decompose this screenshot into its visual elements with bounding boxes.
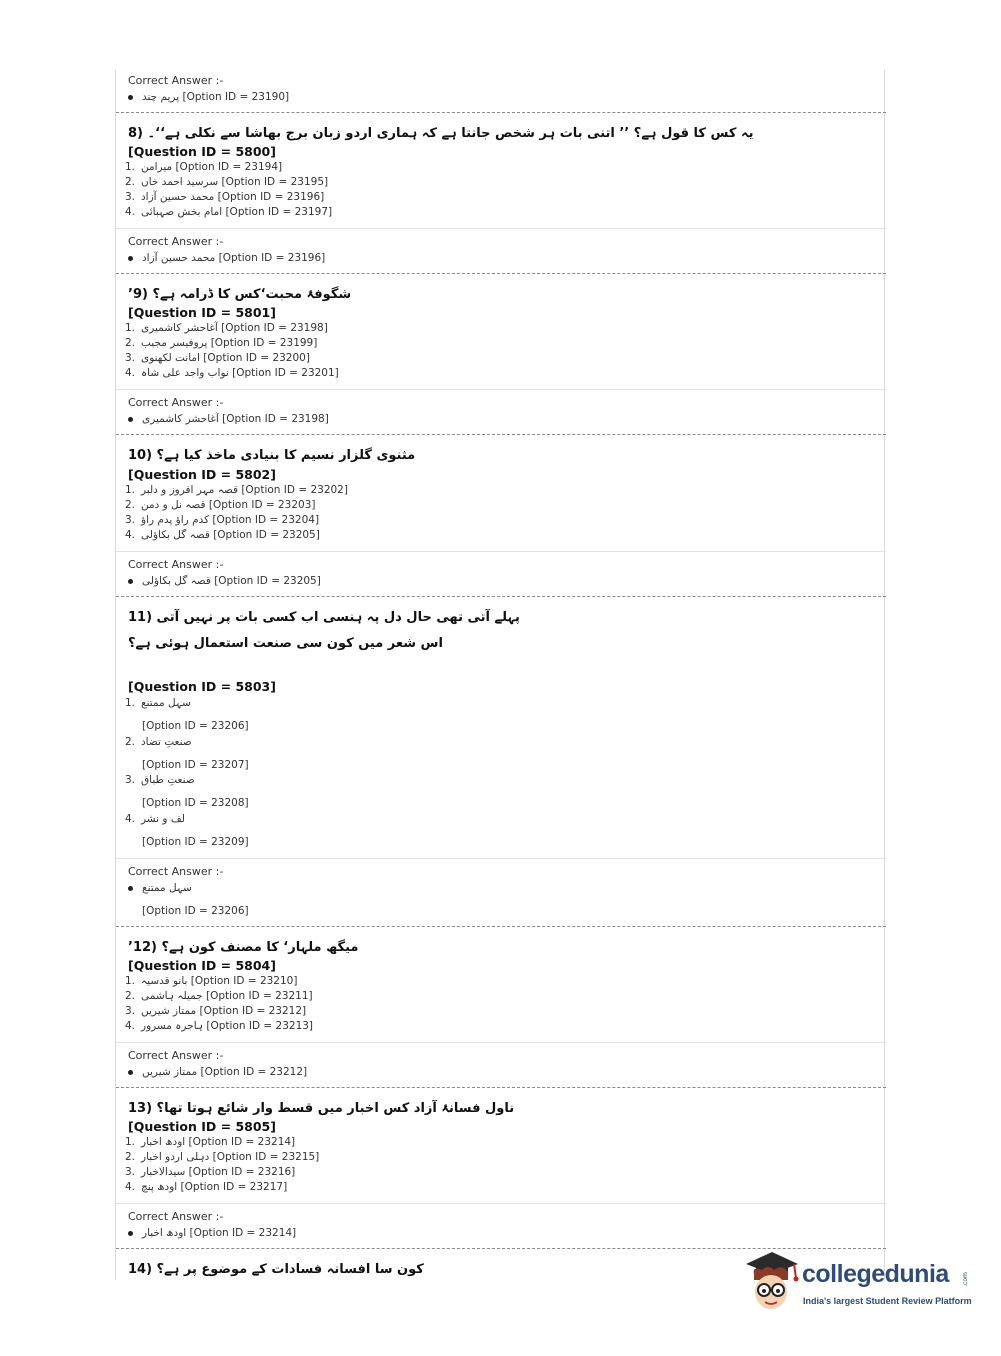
option-item: 4. امام بخش صہبائی [Option ID = 23197] — [125, 206, 333, 218]
question-id: [Question ID = 5802] — [128, 467, 276, 482]
question-divider — [116, 112, 886, 113]
option-item: 3. محمد حسین آزاد [Option ID = 23196] — [125, 191, 325, 203]
question-divider — [116, 434, 886, 435]
option-item: 2. قصہ نل و دمن [Option ID = 23203] — [125, 499, 316, 511]
option-item: 3. امانت لکھنوی [Option ID = 23200] — [125, 352, 310, 364]
question-id: [Question ID = 5805] — [128, 1119, 276, 1134]
correct-answer-label: Correct Answer :- — [128, 396, 224, 409]
collegedunia-logo[interactable] — [742, 1250, 972, 1316]
question-text: مثنوی گلزار نسیم کا بنیادی ماخذ کیا ہے؟ (10 — [128, 448, 416, 463]
answer-separator — [116, 389, 886, 390]
option-item: 2. پروفیسر مجیب [Option ID = 23199] — [125, 337, 318, 349]
option-item: 4. ہاجرہ مسرور [Option ID = 23213] — [125, 1020, 314, 1032]
bullet-icon — [128, 1231, 133, 1236]
question-text: یہ کس کا قول ہے؟ ’’ اتنی بات ہر شخص جانتا ہے کہ ہماری اردو زبان برج بھاشا سے نکلی ہے‘‘۔ (8 — [128, 126, 754, 141]
option-id: [Option ID = 23207] — [142, 759, 249, 771]
question-divider — [116, 926, 886, 927]
bullet-icon — [128, 886, 133, 891]
question-divider — [116, 273, 886, 274]
correct-answer-label: Correct Answer :- — [128, 1049, 224, 1062]
bullet-icon — [128, 95, 133, 100]
question-text: کون سا افسانہ فسادات کے موضوع پر ہے؟ (14 — [128, 1262, 424, 1277]
correct-answer: پریم چند [Option ID = 23190] — [128, 91, 289, 103]
question-id: [Question ID = 5804] — [128, 958, 276, 973]
option-item: 4. قصہ گل بکاؤلی [Option ID = 23205] — [125, 529, 320, 541]
correct-answer: اودھ اخبار [Option ID = 23214] — [128, 1227, 296, 1239]
correct-answer-label: Correct Answer :- — [128, 865, 224, 878]
question-divider — [116, 1248, 886, 1249]
question-id: [Question ID = 5803] — [128, 679, 276, 694]
question-text-line1: پہلے آتی تھی حال دل پہ ہنسی اب کسی بات پر نہیں آتی (11 — [128, 610, 520, 625]
mascot-icon — [742, 1250, 800, 1312]
correct-answer: ممتاز شیریں [Option ID = 23212] — [128, 1066, 307, 1078]
option-item: 1. سہل ممتنع — [125, 697, 191, 709]
question-text: ’میگھ ملہار‘ کا مصنف کون ہے؟ (12 — [128, 940, 359, 955]
answer-separator — [116, 858, 886, 859]
answer-separator — [116, 551, 886, 552]
correct-answer-label: Correct Answer :- — [128, 558, 224, 571]
logo-tagline: India's largest Student Review Platform — [803, 1296, 972, 1306]
logo-suffix: .com — [961, 1272, 969, 1287]
option-item: 2. سرسید احمد خاں [Option ID = 23195] — [125, 176, 329, 188]
option-item: 4. اودھ پنچ [Option ID = 23217] — [125, 1181, 288, 1193]
option-item: 3. صنعتِ طباق — [125, 774, 195, 786]
correct-answer-label: Correct Answer :- — [128, 74, 224, 87]
logo-name: collegedunia — [802, 1260, 949, 1288]
correct-answer: آغاحشر کاشمیری [Option ID = 23198] — [128, 413, 329, 425]
option-item: 2. صنعتِ تضاد — [125, 736, 192, 748]
bullet-icon — [128, 1070, 133, 1075]
option-item: 1. آغاحشر کاشمیری [Option ID = 23198] — [125, 322, 328, 334]
bullet-icon — [128, 579, 133, 584]
bullet-icon — [128, 256, 133, 261]
option-item: 4. نواب واجد علی شاہ [Option ID = 23201] — [125, 367, 339, 379]
option-id: [Option ID = 23208] — [142, 797, 249, 809]
option-id: [Option ID = 23206] — [142, 720, 249, 732]
option-item: 2. دہلی اردو اخبار [Option ID = 23215] — [125, 1151, 320, 1163]
question-id: [Question ID = 5801] — [128, 305, 276, 320]
correct-answer: سہل ممتنع — [128, 882, 192, 894]
correct-answer-label: Correct Answer :- — [128, 235, 224, 248]
option-id: [Option ID = 23209] — [142, 836, 249, 848]
question-text-line2: اس شعر میں کون سی صنعت استعمال ہوئی ہے؟ — [128, 636, 443, 651]
correct-answer: قصہ گل بکاؤلی [Option ID = 23205] — [128, 575, 321, 587]
option-item: 3. کدم راؤ پدم راؤ [Option ID = 23204] — [125, 514, 320, 526]
question-id: [Question ID = 5800] — [128, 144, 276, 159]
option-item: 1. میرامن [Option ID = 23194] — [125, 161, 283, 173]
option-item: 2. جمیلہ ہاشمی [Option ID = 23211] — [125, 990, 313, 1002]
answer-separator — [116, 228, 886, 229]
question-divider — [116, 596, 886, 597]
question-text: ’شگوفۂ محبت‘کس کا ڈرامہ ہے؟ (9 — [128, 287, 352, 302]
question-paper-sheet — [115, 70, 885, 1280]
bullet-icon — [128, 417, 133, 422]
option-item: 4. لف و نشر — [125, 813, 185, 825]
option-item: 1. قصہ مہر افروز و دلبر [Option ID = 23202] — [125, 484, 348, 496]
answer-separator — [116, 1042, 886, 1043]
answer-separator — [116, 1203, 886, 1204]
option-item: 3. ممتاز شیریں [Option ID = 23212] — [125, 1005, 307, 1017]
option-item: 1. بانو قدسیہ [Option ID = 23210] — [125, 975, 298, 987]
question-text: ناول فسانۂ آزاد کس اخبار میں قسط وار شائع ہوتا تھا؟ (13 — [128, 1101, 515, 1116]
question-divider — [116, 1087, 886, 1088]
option-item: 1. اودھ اخبار [Option ID = 23214] — [125, 1136, 296, 1148]
correct-answer: محمد حسین آزاد [Option ID = 23196] — [128, 252, 325, 264]
correct-answer-label: Correct Answer :- — [128, 1210, 224, 1223]
correct-answer-option-id: [Option ID = 23206] — [142, 905, 249, 917]
option-item: 3. سیدالاخبار [Option ID = 23216] — [125, 1166, 296, 1178]
